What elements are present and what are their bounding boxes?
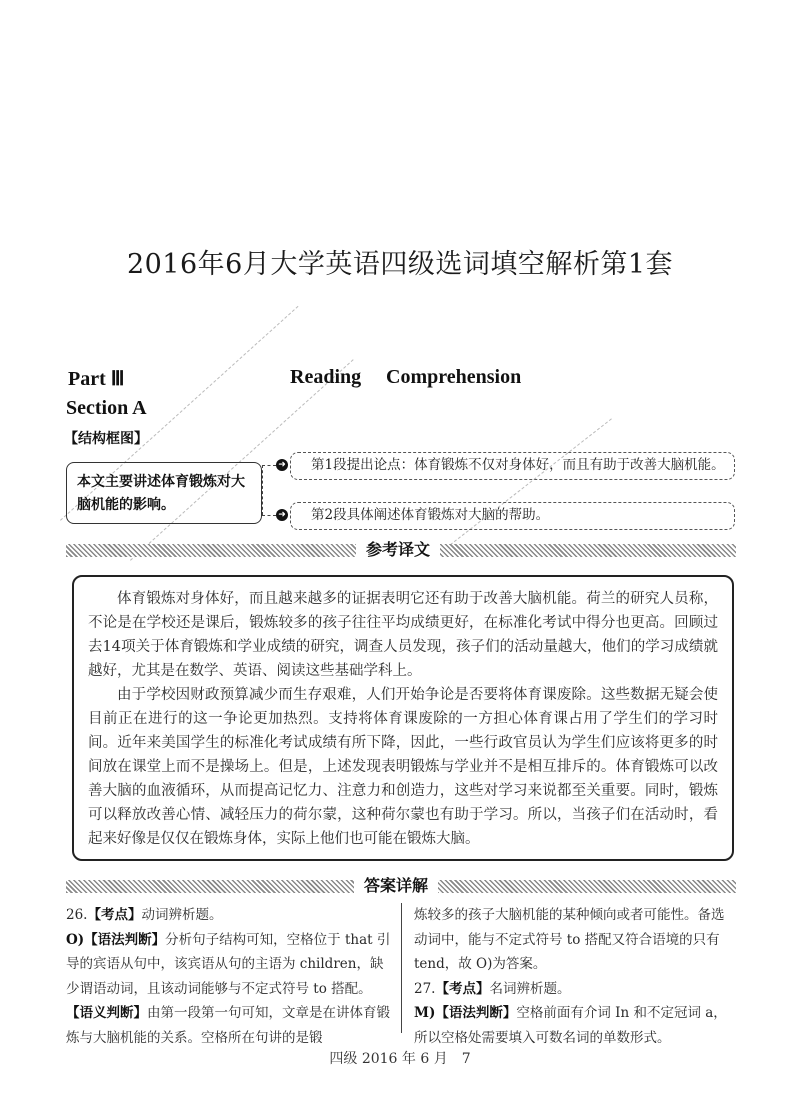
part-heading-comprehension: Comprehension [386,366,522,388]
answer-right-column [414,903,736,1050]
translation-paragraph-2: 由于学校因财政预算减少而生存艰难，人们开始争论是否要将体育课废除。这些数据无疑会使目前正在进行的这一争论更加热烈。支持将体育课废除的一方担心体育课占用了学生们的学习时间。近年来美国学生的标准化考试成绩有所下降，因此，一些行政官员认为学生们应该将更多的时间放在课堂上而不是操场上。但是，上述发现表明锻炼与学业并不是相互排斥的。体育锻炼可以改善大脑的血液循环，从而提高记忆力、注意力和创造力，这些对学习来说都至关重要。同时，锻炼可以释放改善心情、减轻压力的荷尔蒙，这种荷尔蒙也有助于学习。所以，当孩子们在活动时，看起来好像是仅仅在锻炼身体，实际上他们也可能在锻炼大脑。 [88,687,718,847]
part-heading-reading: Reading [290,366,362,388]
q27-point-tag: 【考点】 [435,980,490,997]
q26-point-text: 动词辨析题。 [141,907,223,923]
q27-grammar-line [414,1001,736,1050]
semantic-tag: 【语义判断】 [66,1005,147,1021]
q27-line [414,977,736,1002]
answer-letter: M) [414,1005,436,1021]
answer-left-column [66,903,391,1050]
q26-line [66,903,391,928]
q26-point-tag: 【考点】 [87,907,142,923]
page-footer: 四级 2016 年 6 月 7 [329,1051,471,1067]
answer-header: 答案详解 [354,875,438,897]
q27-point-text: 名词辨析题。 [489,980,571,997]
bracket-line [262,465,263,515]
grammar-tag: 【语法判断】 [435,1005,517,1021]
translation-header: 参考译文 [356,539,440,561]
summary-box: 本文主要讲述体育锻炼对大脑机能的影响。 [66,462,262,524]
question-number: 26. [66,907,88,923]
arrow-icon: ➜ [276,509,288,521]
answer-letter: O) [66,931,85,948]
structure-point-2: 第2段具体阐述体育锻炼对大脑的帮助。 [290,502,735,530]
q26-semantic-line [66,1001,391,1050]
q26-grammar-line [66,928,391,1002]
q26-continuation: 炼较多的孩子大脑机能的某种倾向或者可能性。备选动词中，能与不定式符号 to 搭配又符合语境的只有 tend，故 O)为答案。 [414,907,725,972]
question-number: 27. [414,980,436,997]
part-label: Part Ⅲ [68,368,125,390]
section-label: Section A [66,397,147,419]
column-divider [401,903,402,1033]
grammar-tag: 【语法判断】 [84,931,166,948]
translation-box [72,575,734,861]
arrow-icon: ➜ [276,459,288,471]
translation-paragraph-1: 体育锻炼对身体好，而且越来越多的证据表明它还有助于改善大脑机能。荷兰的研究人员称，不论是在学校还是课后，锻炼较多的孩子往往平均成绩更好，在标准化考试中得分也更高。回顾过去14项关于体育锻炼和学业成绩的研究，调查人员发现，孩子们的活动量越大，他们的学习成绩就越好，尤其是在数学、英语、阅读这些基础学科上。 [88,591,718,679]
page-title: 2016年6月大学英语四级选词填空解析第1套 [126,249,674,280]
grammar-text: 空格前面有介词 In 和不定冠词 a，所以空格处需要填入可数名词的单数形式。 [414,1005,727,1046]
structure-point-1: 第1段提出论点：体育锻炼不仅对身体好，而且有助于改善大脑机能。 [290,452,735,480]
grammar-text: 分析句子结构可知，空格位于 that 引导的宾语从句中，该宾语从句的主语为 children，缺少谓语动词，且该动词能够与不定式符号 to 搭配。 [66,931,391,997]
structure-label: 【结构框图】 [64,431,148,447]
bracket-line [262,515,276,516]
bracket-line [262,465,276,466]
semantic-text: 由第一段第一句可知，文章是在讲体育锻炼与大脑机能的关系。空格所在句讲的是锻 [66,1005,390,1046]
scan-artifact-line [430,418,612,560]
